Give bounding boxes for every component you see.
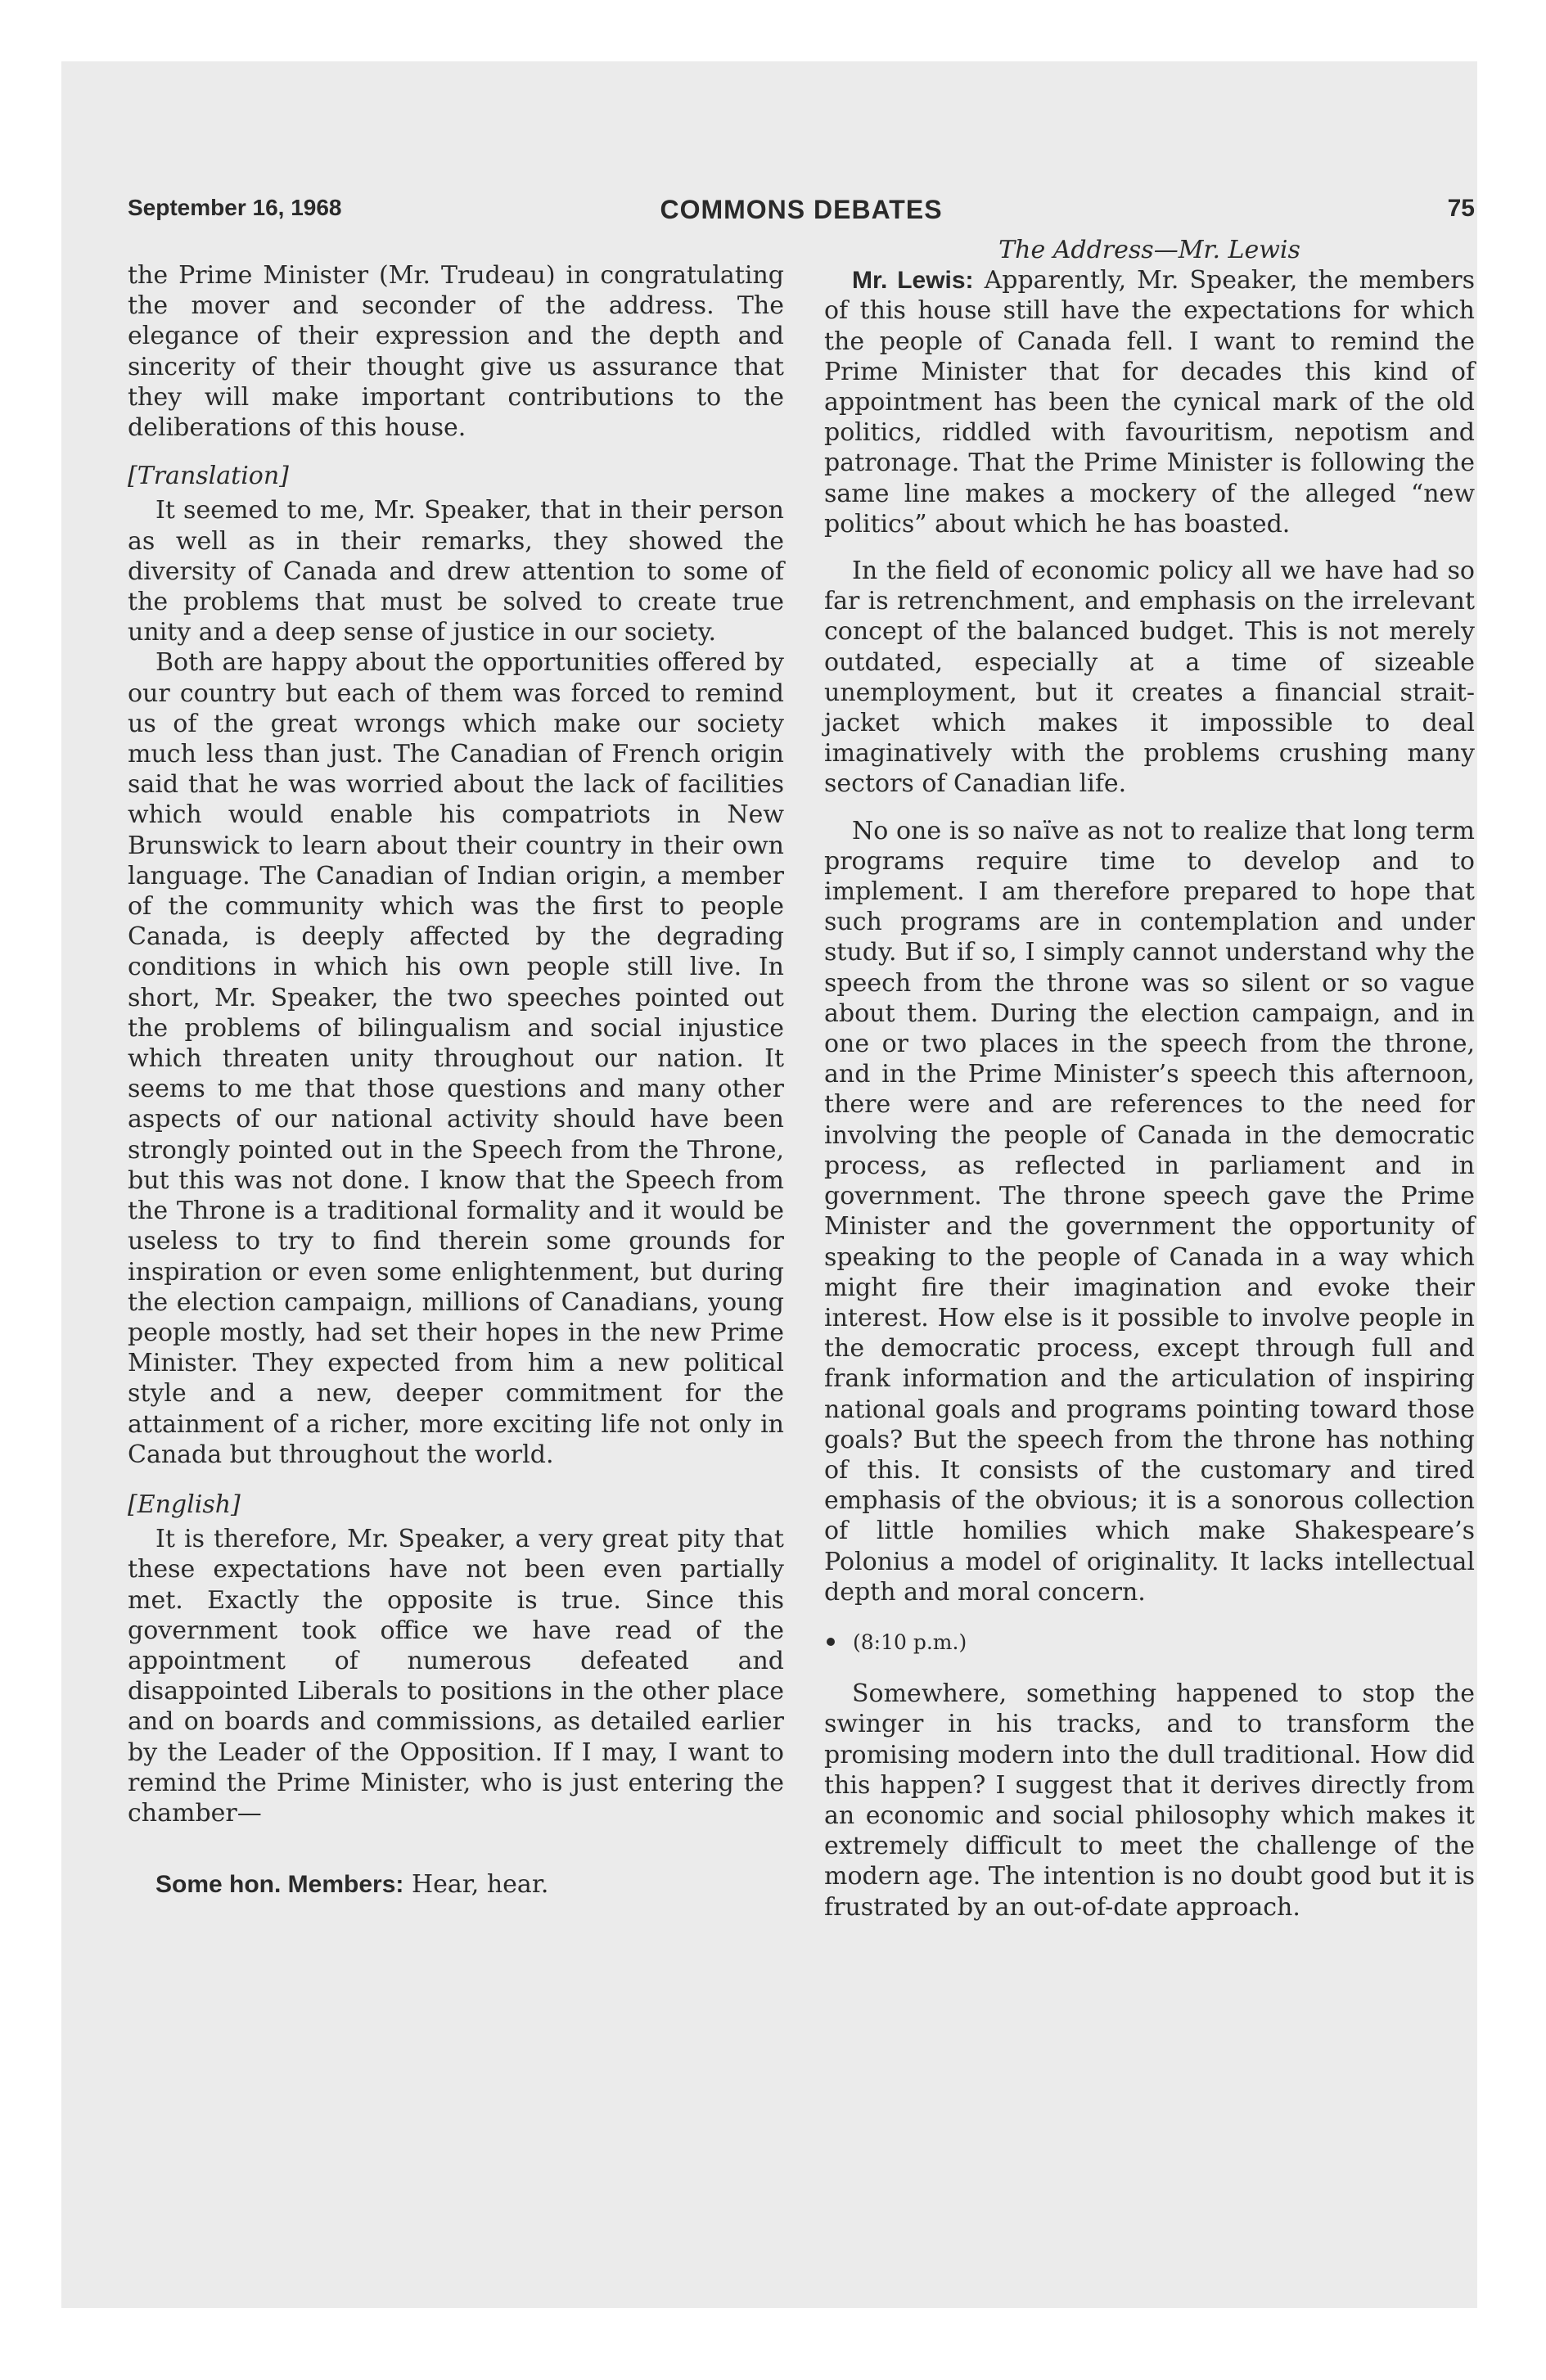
time-stamp: [824, 1627, 1475, 1657]
paragraph: No one is so naïve as not to realize that long term programs require time to develop and to implement. I am therefore prepared to hope that such programs are in contemplation and under study. But if so, I simply cannot understand why the speech from the throne was so silent or so vague about them. During the election campaign, and in one or two places in the speech from the throne, and in the Prime Minister’s speech this afternoon, there were and are references to the need for involving the people of Canada in the democratic process, as reflected in parliament and in government. The throne speech gave the Prime Minister and the government the opportunity of speaking to the people of Canada in a way which might fire their imagination and evoke their interest. How else is it possible to involve people in the democratic process, except through full and frank information and the articulation of inspiring national goals and programs pointing toward those goals? But the speech from the throne has nothing of this. It consists of the customary and tired emphasis of the obvious; it is a sonorous collection of little homilies which make Shakespeare’s Polonius a model of originality. It lacks intellectual depth and moral concern.: [824, 816, 1475, 1607]
paragraph: It seemed to me, Mr. Speaker, that in their person as well as in their remarks, they showed the diversity of Canada and drew attention to some of the problems that must be solved to create true unity and a deep sense of justice in our society.: [128, 496, 784, 647]
english-label: [English]: [128, 1490, 241, 1519]
paragraph: the Prime Minister (Mr. Trudeau) in congratulating the mover and seconder of the address. The elegance of their expression and the depth and sincerity of their thought give us assurance that they will make important contributions to the deliberations of this house.: [128, 261, 784, 443]
header-title: COMMONS DEBATES: [660, 195, 943, 224]
bullet-icon: [827, 1638, 835, 1646]
speaker-name: Mr. Lewis:: [852, 267, 974, 295]
page-number: 75: [1447, 195, 1475, 222]
interjection-text: Hear, hear.: [411, 1870, 549, 1900]
time-text: (8:10 p.m.): [853, 1629, 967, 1654]
paragraph: Both are happy about the opportunities offered by our country but each of them was forced to remind us of the great wrongs which make our society much less than just. The Canadian of French origin said that he was worried about the lack of facilities which would enable his compatriots in New Brunswick to learn about their country in their own language. The Canadian of Indian origin, a member of the community which was the first to people Canada, is deeply affected by the degrading conditions in which his own people still live. In short, Mr. Speaker, the two speeches pointed out the problems of bilingualism and social injustice which threaten unity throughout our nation. It seems to me that those questions and many other aspects of our national activity should have been strongly pointed out in the Speech from the Throne, but this was not done. I know that the Speech from the Throne is a traditional formality and it would be useless to try to find therein some grounds for inspiration or even some enlightenment, but during the election campaign, millions of Canadians, young people mostly, had set their hopes in the new Prime Minister. They expected from him a new political style and a new, deeper commitment for the attainment of a richer, more exciting life not only in Canada but throughout the world.: [128, 648, 784, 1469]
page-header: [128, 195, 1475, 228]
running-head: The Address—Mr. Lewis: [998, 236, 1300, 264]
paragraph: It is therefore, Mr. Speaker, a very great pity that these expectations have not been even partially met. Exactly the opposite is true. Since this government took office we have read of the appointment of numerous defeated and disappointed Liberals to positions in the other place and on boards and commissions, as detailed earlier by the Leader of the Opposition. If I may, I want to remind the Prime Minister, who is just entering the chamber—: [128, 1525, 784, 1828]
header-date: September 16, 1968: [128, 195, 342, 220]
paragraph: [824, 265, 1475, 539]
left-column: [128, 260, 784, 1900]
scanned-page: [61, 61, 1477, 2308]
translation-label: [Translation]: [128, 462, 289, 491]
right-column: [824, 235, 1475, 1922]
paragraph: Somewhere, something happened to stop the swinger in his tracks, and to transform the promising modern into the dull traditional. How did this happen? I suggest that it derives directly from an economic and social philosophy which makes it extremely difficult to meet the challenge of the modern age. The intention is no doubt good but it is frustrated by an out-of-date approach.: [824, 1679, 1475, 1922]
speaker-name: Some hon. Members:: [156, 1871, 404, 1899]
speech-text: Apparently, Mr. Speaker, the members of this house still have the expectations for which the people of Canada fell. I want to remind the Prime Minister that for decades this kind of appointment has been the cynical mark of the old politics, riddled with favouritism, nepotism and patronage. That the Prime Minister is following the same line makes a mockery of the alleged “new politics” about which he has boasted.: [824, 266, 1475, 539]
paragraph: In the field of economic policy all we have had so far is retrenchment, and emphasis on the irrelevant concept of the balanced budget. This is not merely outdated, especially at a time of sizeable unemployment, but it creates a financial strait-jacket which makes it impossible to deal imaginatively with the problems crushing many sectors of Canadian life.: [824, 557, 1475, 799]
members-interjection: [128, 1869, 784, 1900]
